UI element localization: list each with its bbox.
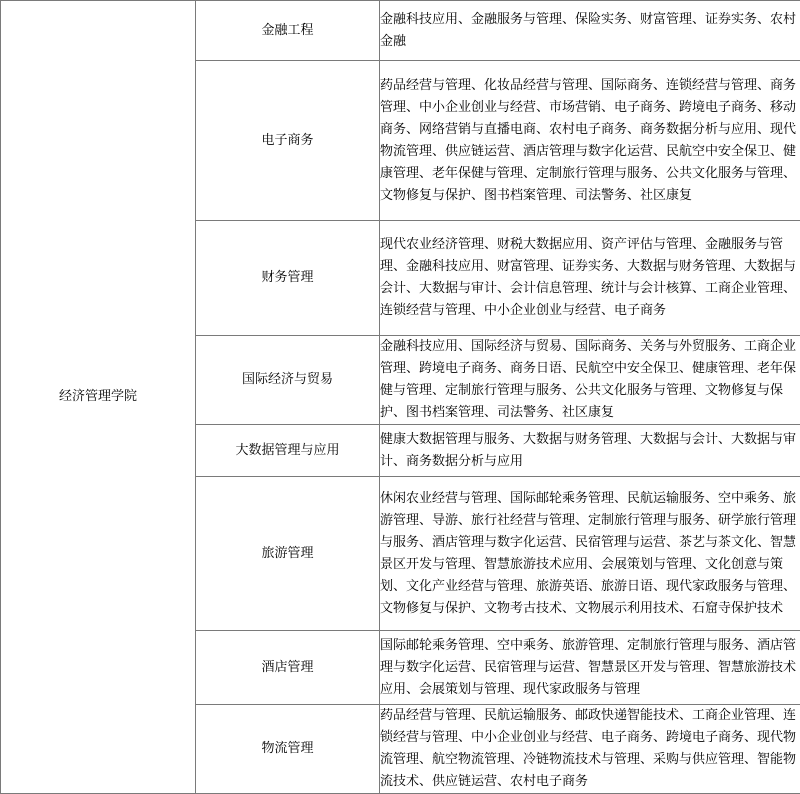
table-row xyxy=(1,1,800,61)
major-name: 旅游管理 xyxy=(196,477,380,631)
related-majors: 国际邮轮乘务管理、空中乘务、旅游管理、定制旅行管理与服务、酒店管理与数字化运营、民宿管理与运营、智慧景区开发与管理、智慧旅游技术应用、会展策划与管理、现代家政服务与管理 xyxy=(380,631,800,705)
major-name: 物流管理 xyxy=(196,705,380,794)
major-name: 大数据管理与应用 xyxy=(196,425,380,477)
related-majors: 金融科技应用、国际经济与贸易、国际商务、关务与外贸服务、工商企业管理、跨境电子商务、商务日语、民航空中安全保卫、健康管理、老年保健与管理、定制旅行管理与服务、公共文化服务与管理、文物修复与保护、图书档案管理、司法警务、社区康复 xyxy=(380,336,800,425)
major-name: 国际经济与贸易 xyxy=(196,336,380,425)
major-name: 财务管理 xyxy=(196,221,380,336)
major-name: 酒店管理 xyxy=(196,631,380,705)
major-name: 电子商务 xyxy=(196,61,380,221)
related-majors: 休闲农业经营与管理、国际邮轮乘务管理、民航运输服务、空中乘务、旅游管理、导游、旅行社经营与管理、定制旅行管理与服务、研学旅行管理与服务、酒店管理与数字化运营、民宿管理与运营、茶艺与茶文化、智慧景区开发与管理、智慧旅游技术应用、会展策划与管理、文化创意与策划、文化产业经营与管理、旅游英语、旅游日语、现代家政服务与管理、文物修复与保护、文物考古技术、文物展示利用技术、石窟寺保护技术 xyxy=(380,477,800,631)
major-name: 金融工程 xyxy=(196,1,380,61)
related-majors: 现代农业经济管理、财税大数据应用、资产评估与管理、金融服务与管理、金融科技应用、财富管理、证券实务、大数据与财务管理、大数据与会计、大数据与审计、会计信息管理、统计与会计核算、工商企业管理、连锁经营与管理、中小企业创业与经营、电子商务 xyxy=(380,221,800,336)
related-majors: 药品经营与管理、化妆品经营与管理、国际商务、连锁经营与管理、商务管理、中小企业创业与经营、市场营销、电子商务、跨境电子商务、移动商务、网络营销与直播电商、农村电子商务、商务数据分析与应用、现代物流管理、供应链运营、酒店管理与数字化运营、民航空中安全保卫、健康管理、老年保健与管理、定制旅行管理与服务、公共文化服务与管理、文物修复与保护、图书档案管理、司法警务、社区康复 xyxy=(380,61,800,221)
related-majors: 金融科技应用、金融服务与管理、保险实务、财富管理、证券实务、农村金融 xyxy=(380,1,800,61)
college-name: 经济管理学院 xyxy=(1,1,196,794)
related-majors: 健康大数据管理与服务、大数据与财务管理、大数据与会计、大数据与审计、商务数据分析与应用 xyxy=(380,425,800,477)
related-majors: 药品经营与管理、民航运输服务、邮政快递智能技术、工商企业管理、连锁经营与管理、中小企业创业与经营、电子商务、跨境电子商务、现代物流管理、航空物流管理、冷链物流技术与管理、采购与供应管理、智能物流技术、供应链运营、农村电子商务 xyxy=(380,705,800,794)
